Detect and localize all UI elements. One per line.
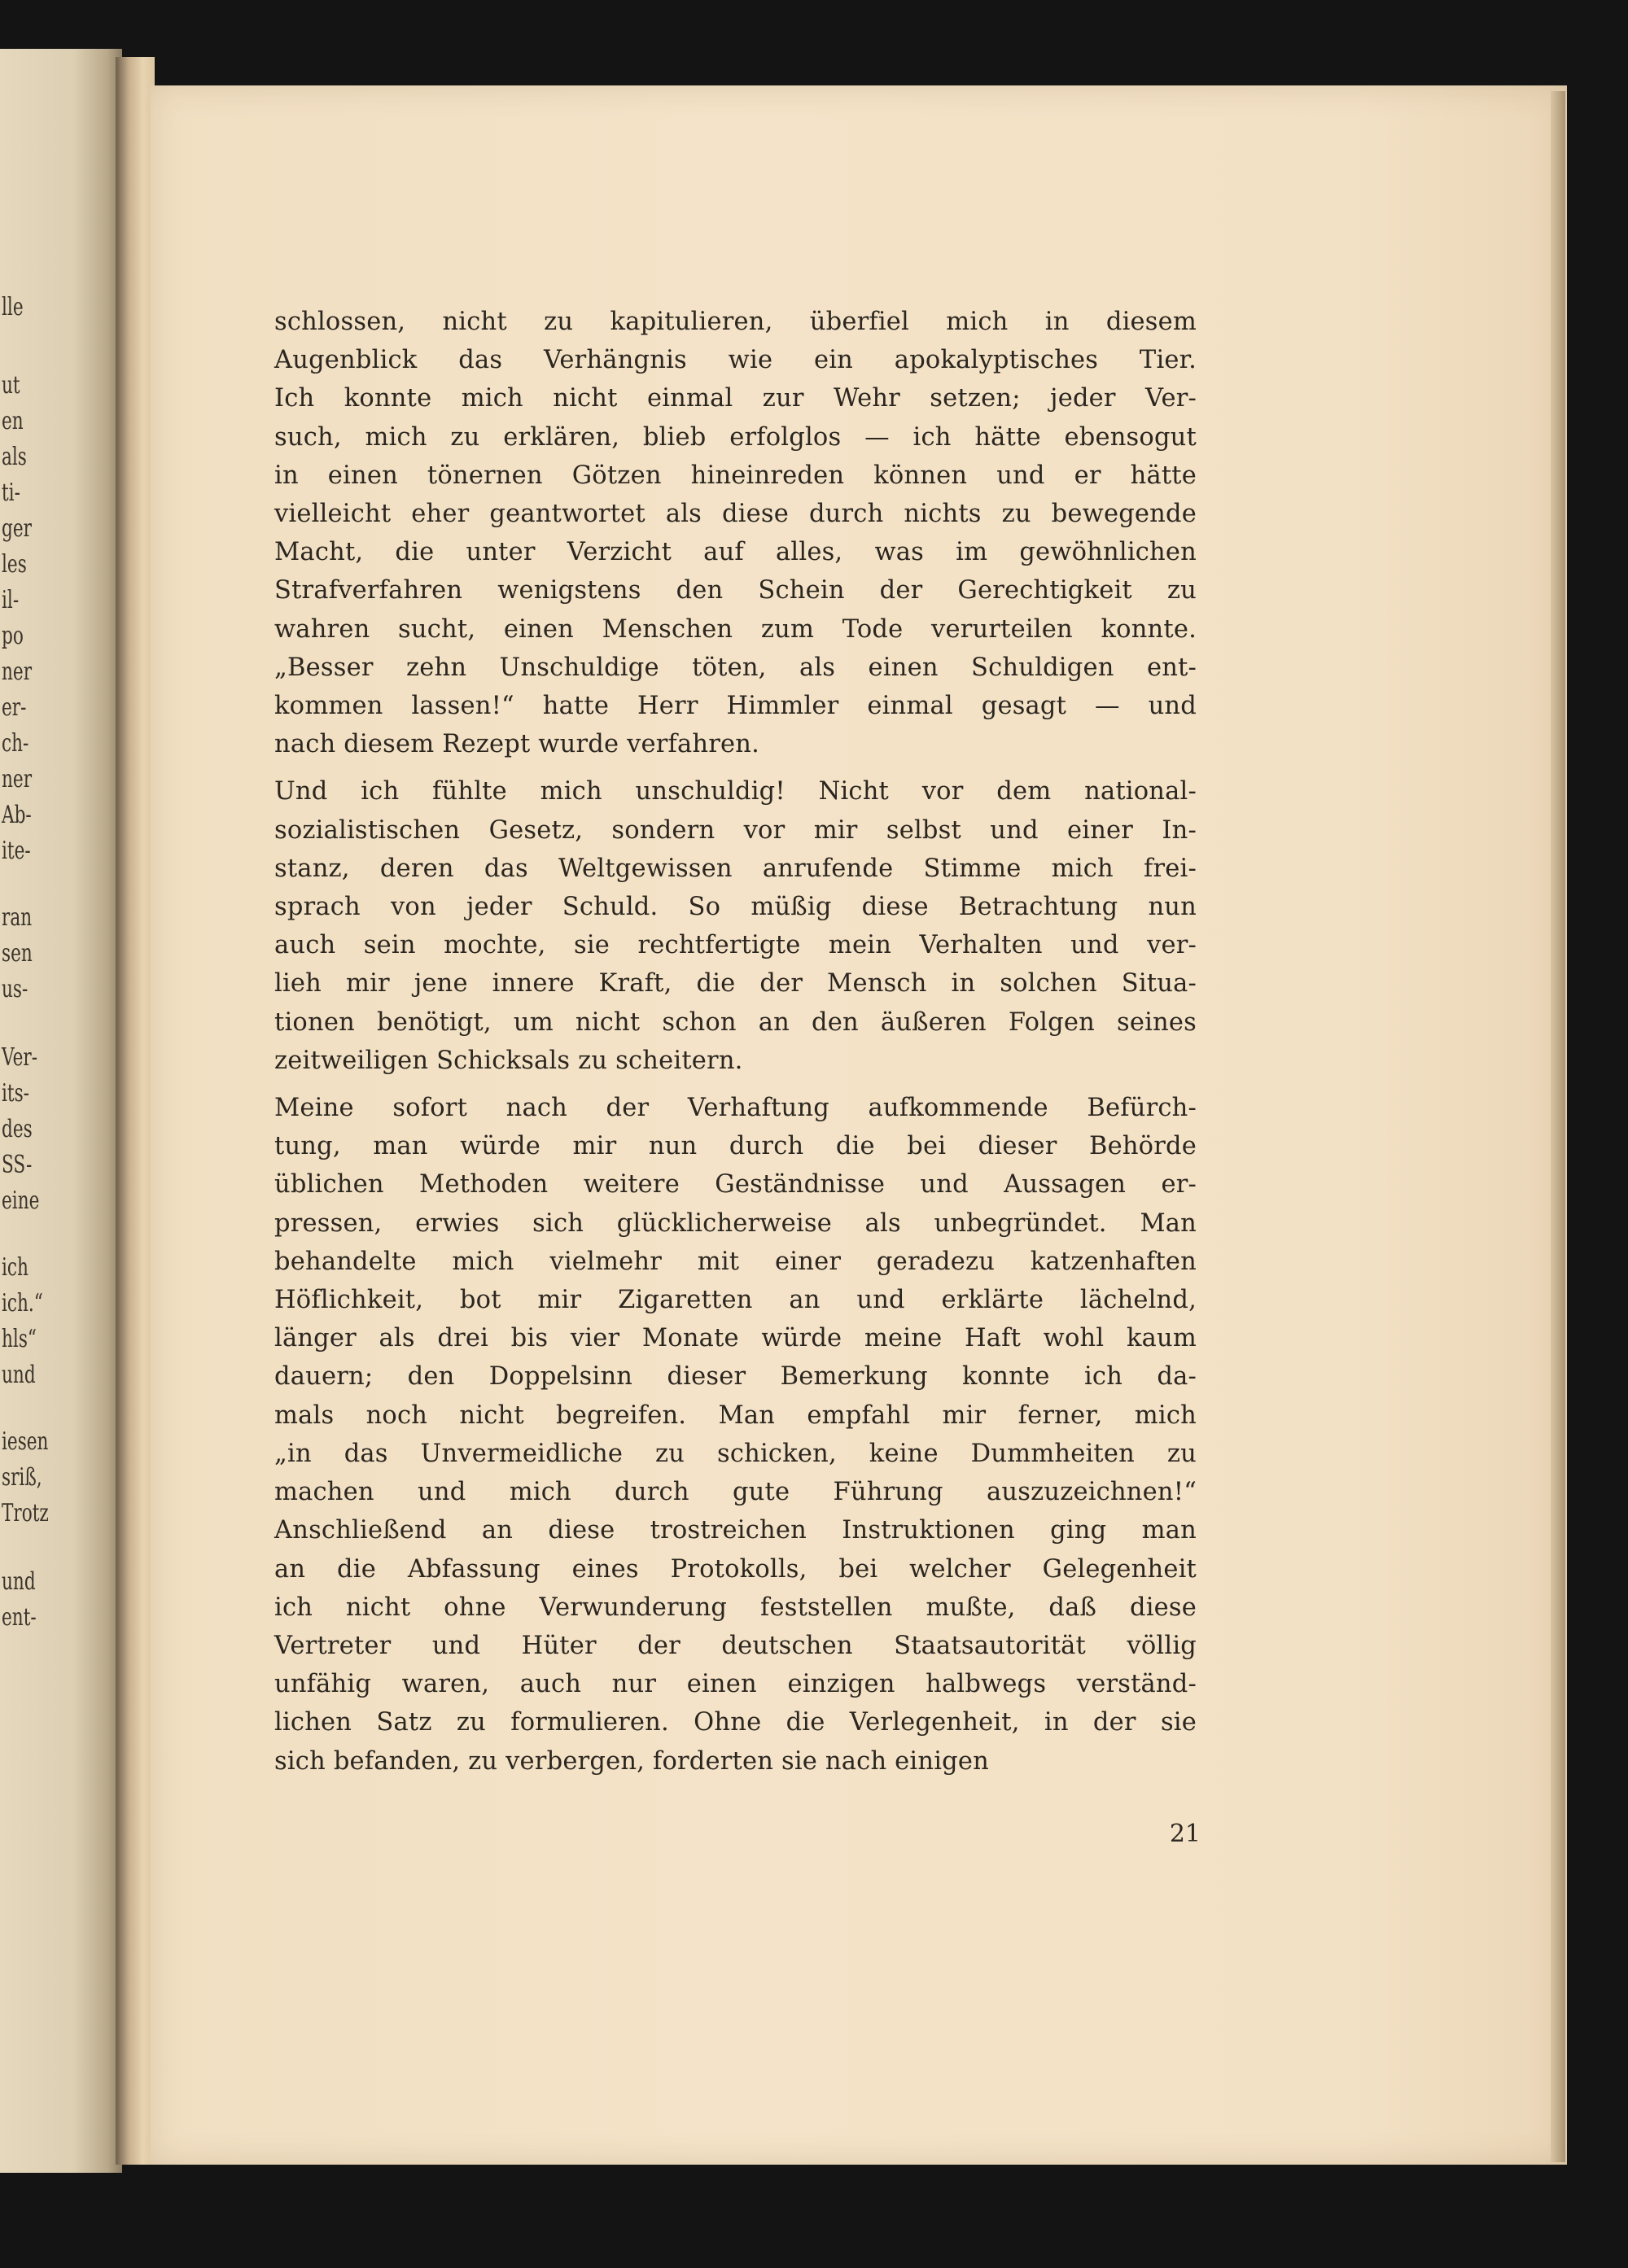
- text-line: sich befanden, zu verbergen, forderten sie nach einigen: [274, 1746, 990, 1776]
- text-line: Meine sofort nach der Verhaftung aufkommende Befürch-: [274, 1094, 1197, 1123]
- left-page-fragment: ch-: [2, 729, 29, 758]
- left-page-fragment: sen: [2, 939, 33, 968]
- left-page-fragment: ti-: [2, 479, 20, 507]
- left-page-fragment: hls“: [2, 1325, 37, 1353]
- left-page-fragment: ran: [2, 903, 33, 932]
- page-number: 21: [1169, 1820, 1201, 1848]
- text-line: kommen lassen!“ hatte Herr Himmler einmal gesagt — und: [274, 692, 1197, 721]
- text-line: ich nicht ohne Verwunderung feststellen mußte, daß diese: [274, 1593, 1197, 1622]
- left-page-fragment: und: [2, 1567, 36, 1596]
- text-line: lichen Satz zu formulieren. Ohne die Verlegenheit, in der sie: [274, 1708, 1197, 1737]
- text-line: dauern; den Doppelsinn dieser Bemerkung konnte ich da-: [274, 1362, 1197, 1392]
- left-page-fragment: ger: [2, 514, 32, 543]
- left-page-fragment: ner: [2, 658, 33, 686]
- left-page-fragment: sriß,: [2, 1463, 42, 1492]
- text-line: wahren sucht, einen Menschen zum Tode verurteilen konnte.: [274, 614, 1197, 644]
- book-spine: [116, 57, 155, 2165]
- text-line: „Besser zehn Unschuldige töten, als einen Schuldigen ent-: [274, 653, 1197, 682]
- left-page-fragment: des: [2, 1115, 33, 1143]
- left-page-fragment: po: [2, 622, 24, 650]
- text-line: pressen, erwies sich glücklicherweise als unbegründet. Man: [274, 1208, 1197, 1238]
- left-page-fragment: ite-: [2, 837, 31, 865]
- paragraph: [274, 772, 1197, 1080]
- left-page-fragment: Trotz: [2, 1499, 49, 1527]
- text-line: behandelte mich vielmehr mit einer geradezu katzenhaften: [274, 1247, 1197, 1276]
- text-line: unfähig waren, auch nur einen einzigen halbwegs verständ-: [274, 1670, 1197, 1699]
- text-line: an die Abfassung eines Protokolls, bei welcher Gelegenheit: [274, 1554, 1197, 1584]
- text-line: Strafverfahren wenigstens den Schein der Gerechtigkeit zu: [274, 576, 1197, 605]
- left-page-fragment: en: [2, 407, 24, 435]
- text-line: üblichen Methoden weitere Geständnisse und Aussagen er-: [274, 1170, 1197, 1200]
- left-page-fragment: und: [2, 1361, 36, 1389]
- left-page-fragment: us-: [2, 975, 28, 1003]
- left-page-fragment: er-: [2, 693, 27, 722]
- left-page-fragment: als: [2, 443, 27, 471]
- text-line: schlossen, nicht zu kapitulieren, überfiel mich in diesem: [274, 308, 1197, 336]
- text-line: such, mich zu erklären, blieb erfolglos — ich hätte ebensogut: [274, 422, 1197, 452]
- text-line: „in das Unvermeidliche zu schicken, keine Dummheiten zu: [274, 1439, 1197, 1468]
- left-facing-page: [0, 49, 122, 2173]
- text-line: Ich konnte mich nicht einmal zur Wehr setzen; jeder Ver-: [274, 384, 1197, 413]
- text-line: Und ich fühlte mich unschuldig! Nicht vor dem national-: [274, 777, 1197, 806]
- text-line: lieh mir jene innere Kraft, die der Mensch in solchen Situa-: [274, 969, 1197, 999]
- left-page-fragment: Ab-: [2, 801, 32, 829]
- left-page-fragment: ut: [2, 371, 20, 400]
- left-page-fragment: SS-: [2, 1151, 33, 1179]
- text-line: Vertreter und Hüter der deutschen Staatsautorität völlig: [274, 1631, 1197, 1660]
- text-line: tionen benötigt, um nicht schon an den äußeren Folgen seines: [274, 1007, 1197, 1037]
- text-line: zeitweiligen Schicksals zu scheitern.: [274, 1046, 743, 1075]
- left-page-fragment: ent-: [2, 1603, 37, 1632]
- text-line: Anschließend an diese trostreichen Instruktionen ging man: [274, 1516, 1197, 1545]
- left-page-fragment: lle: [2, 293, 24, 321]
- paragraph: [274, 1089, 1197, 1781]
- text-line: Macht, die unter Verzicht auf alles, was im gewöhnlichen: [274, 538, 1197, 567]
- text-line: auch sein mochte, sie rechtfertigte mein Verhalten und ver-: [274, 931, 1197, 960]
- left-page-fragment: its-: [2, 1079, 29, 1108]
- left-page-fragment: eine: [2, 1186, 40, 1215]
- left-page-fragment: ner: [2, 765, 33, 793]
- text-line: machen und mich durch gute Führung auszuzeichnen!“: [274, 1478, 1197, 1507]
- text-line: in einen tönernen Götzen hineinreden können und er hätte: [274, 461, 1197, 490]
- text-line: länger als drei bis vier Monate würde meine Haft wohl kaum: [274, 1324, 1197, 1353]
- text-line: sozialistischen Gesetz, sondern vor mir selbst und einer In-: [274, 815, 1197, 845]
- left-page-fragment: iesen: [2, 1427, 49, 1456]
- paragraph: [274, 303, 1197, 763]
- left-page-fragment: Ver-: [2, 1043, 38, 1072]
- left-page-fragment: ich.“: [2, 1289, 43, 1318]
- text-line: sprach von jeder Schuld. So müßig diese Betrachtung nun: [274, 893, 1197, 922]
- text-line: stanz, deren das Weltgewissen anrufende Stimme mich frei-: [274, 854, 1197, 883]
- text-line: nach diesem Rezept wurde verfahren.: [274, 730, 760, 759]
- left-page-fragment: les: [2, 550, 27, 579]
- body-text: [274, 303, 1197, 1781]
- left-page-fragment: il-: [2, 586, 20, 614]
- text-line: vielleicht eher geantwortet als diese durch nichts zu bewegende: [274, 500, 1197, 529]
- text-line: mals noch nicht begreifen. Man empfahl mir ferner, mich: [274, 1401, 1197, 1430]
- text-line: tung, man würde mir nun durch die bei dieser Behörde: [274, 1132, 1197, 1161]
- page-edge: [1551, 91, 1565, 2162]
- text-line: Augenblick das Verhängnis wie ein apokalyptisches Tier.: [274, 346, 1197, 375]
- left-page-fragment: ich: [2, 1253, 28, 1282]
- text-line: Höflichkeit, bot mir Zigaretten an und erklärte lächelnd,: [274, 1286, 1197, 1315]
